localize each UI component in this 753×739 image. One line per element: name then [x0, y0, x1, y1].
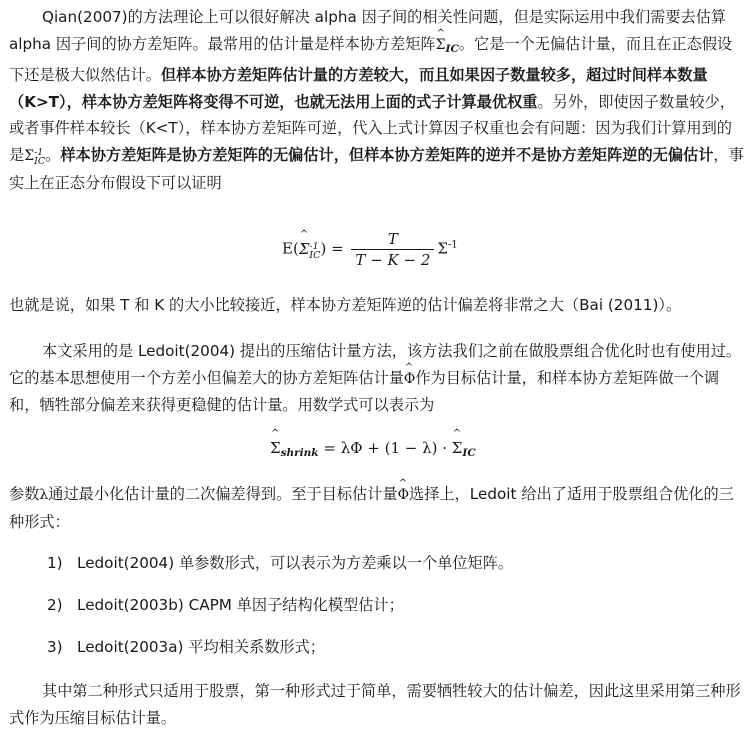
equation-inverse-expectation: E(^ Σ-1 IC) = $\frac{T}{T - K - 2}$ $\Sigma^{-1}$: [282, 229, 458, 277]
bold-variance-statement: 但样本协方差矩阵估计量的方差较大，而且如果因子数量较多，超过时间样本数量（K>T），样本协方差矩阵将变得不可逆，也就无法用上面的式子计算最优权重: [9, 66, 708, 111]
paragraph-bias-note: 也就是说，如果 T 和 K 的大小比较接近，样本协方差矩阵逆的估计偏差将非常之大（Bai (2011)）。: [9, 296, 682, 314]
paragraph-conclusion: 其中第二种形式只适用于股票，第一种形式过于简单，需要牺牲较大的估计偏差，因此这里采用第三种形式作为压缩目标估计量。: [9, 682, 741, 727]
equation-fraction: $\frac{T}{T - K - 2}$: [351, 229, 434, 270]
paragraph-shrinkage-method: 本文采用的是 Ledoit(2004) 提出的压缩估计量方法，该方法我们之前在做股票组合优化时也有使用过。它的基本思想使用一个方差小但偏差大的协方差矩阵估计量^ Φ作为目标估计量，和样本协方差矩阵做一个调和，牺牲部分偏差来获得更稳健的估计量。用数学式可以表示为: [9, 338, 744, 419]
math-sigma-ic-inverse: Σ-1 IC: [24, 146, 46, 167]
list-item: 2) Ledoit(2003b) CAPM 单因子结构化模型估计；: [47, 596, 404, 614]
list-item: 3) Ledoit(2003a) 平均相关系数形式；: [47, 638, 325, 656]
bold-unbiased-statement: 样本协方差矩阵是协方差矩阵的无偏估计，但样本协方差矩阵的逆并不是协方差矩阵逆的无偏估计: [60, 145, 714, 164]
list-item: 1) Ledoit(2004) 单参数形式，可以表示为方差乘以一个单位矩阵。: [47, 554, 514, 572]
math-phi-hat: ^ Φ: [404, 366, 415, 393]
paragraph-target-forms: 参数λ通过最小化估计量的二次偏差得到。至于目标估计量^ Φ选择上，Ledoit 给出了适用于股票组合优化的三种形式：: [9, 481, 744, 535]
paragraph-sample-covariance: Qian(2007)的方法理论上可以很好解决 alpha 因子间的相关性问题，但是实际运用中我们需要去估算 alpha 因子间的协方差矩阵。最常用的估计量是样本协方差矩阵^ $\Sigma_{IC}$。它是一个无偏估计量，而且在正态假设下还是极大似然估计。但样本协方差矩阵估计量的方差较大，而且如果因子数量较多，超过时间样本数量（K>T），样本协方差矩阵将变得不可逆，也就无法用上面的式子计算最优权重。另外，即使因子数量较少，或者事件样本较长（K<T），样本协方差矩阵可逆，代入上式计算因子权重也会有问题：因为我们计算用到的是Σ-1 IC。样本协方差矩阵是协方差矩阵的无偏估计，但样本协方差矩阵的逆并不是协方差矩阵逆的无偏估计，事实上在正态分布假设下可以证明: [9, 4, 744, 196]
math-sigma-hat-ic: ^ $\Sigma_{IC}$: [436, 37, 459, 53]
equation-shrinkage: ^ $\Sigma_{shrink} = \lambda\Phi + (1 - \lambda)$ · ^ $\Sigma_{IC}$: [270, 439, 476, 467]
